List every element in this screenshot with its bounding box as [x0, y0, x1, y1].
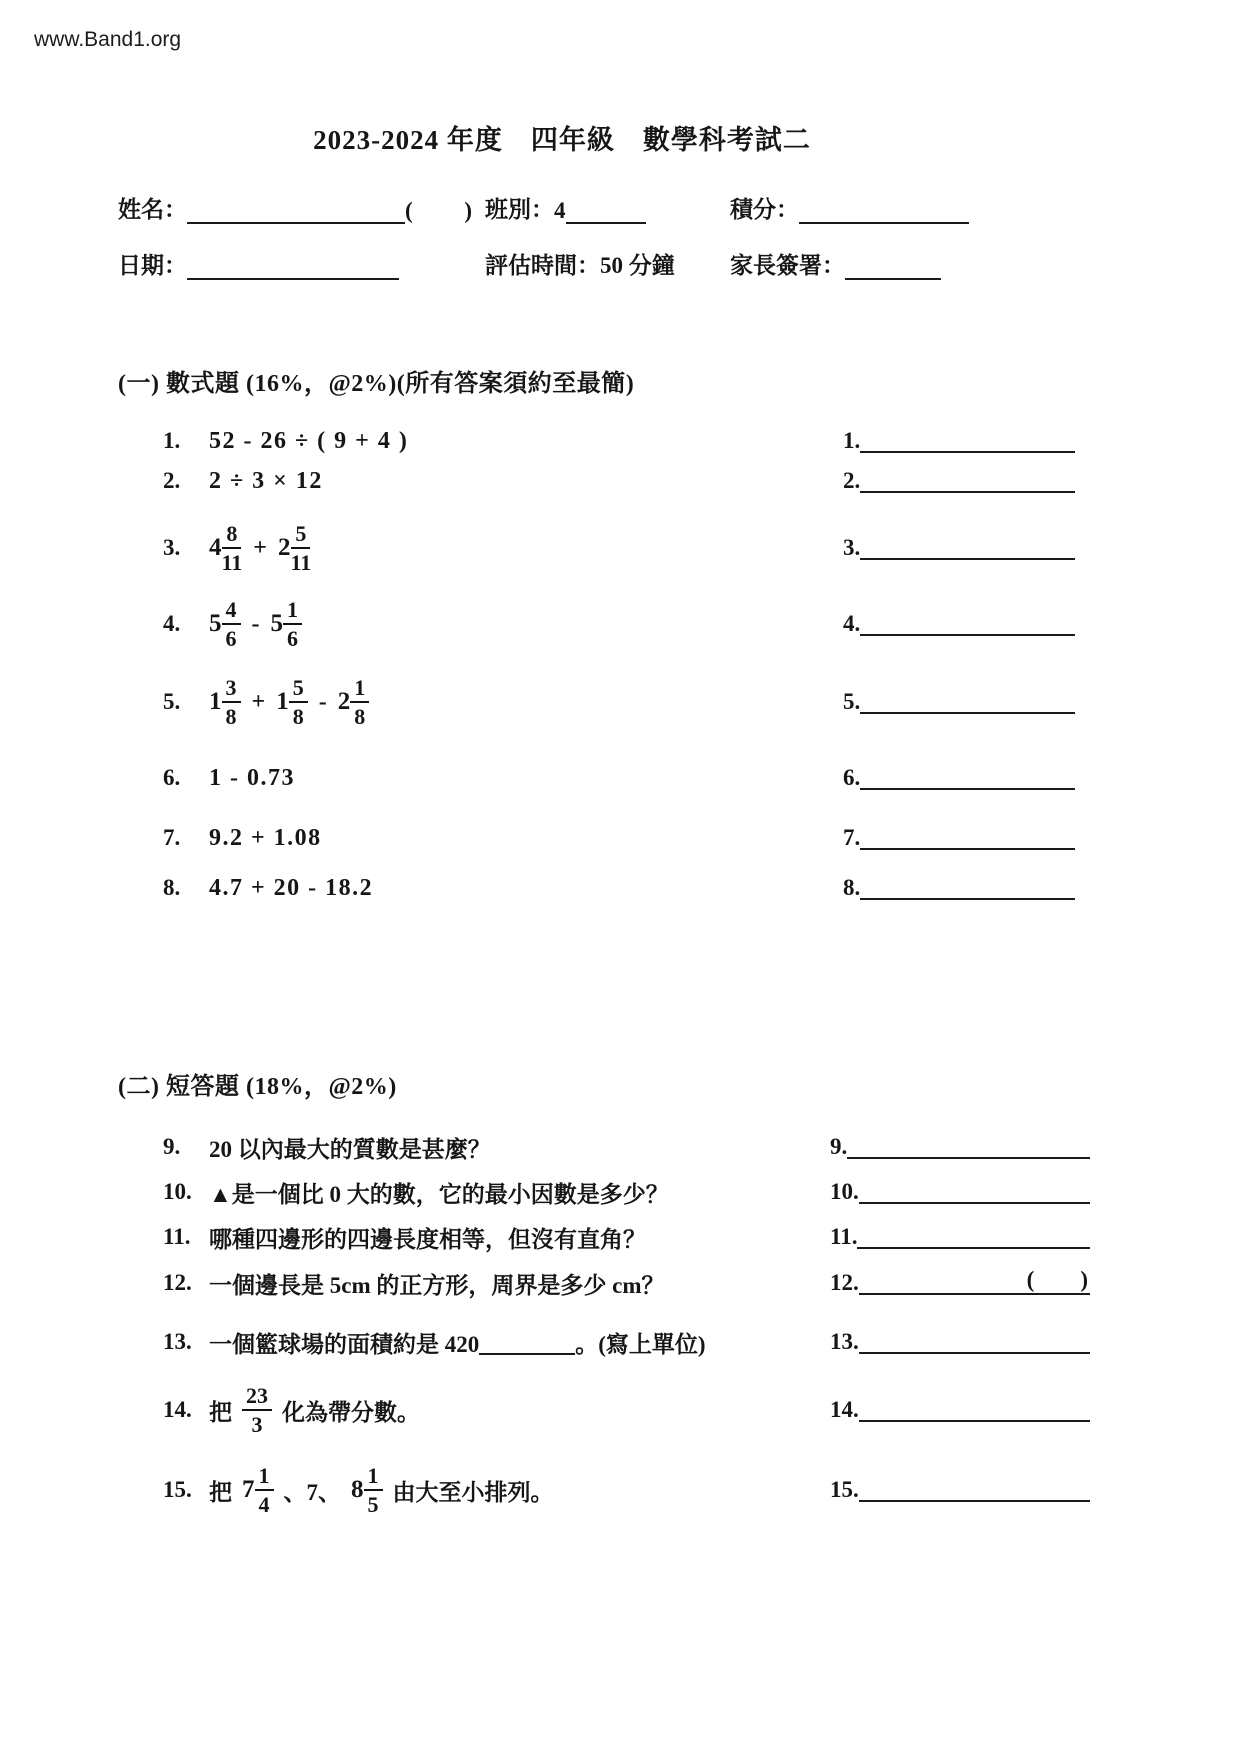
mixed-number: [209, 522, 242, 574]
question-number: 14.: [163, 1397, 192, 1422]
fraction: [222, 598, 241, 650]
mixed-number: [276, 676, 308, 728]
fraction-numerator: 1: [255, 1464, 274, 1491]
fraction: [242, 1384, 272, 1436]
question-number: 5.: [163, 689, 181, 714]
assessment-time-label: 評估時間：50 分鐘: [485, 253, 675, 278]
question-text: ▲是一個比 0 大的數，它的最小因數是多少？: [209, 1181, 669, 1207]
fraction: [289, 676, 308, 728]
question-expression: 52 - 26 ÷ ( 9 + 4 ): [209, 427, 409, 454]
answer-number: 11.: [830, 1224, 858, 1249]
operator: -: [318, 688, 327, 715]
answer-blank[interactable]: [857, 1229, 1090, 1249]
fraction-denominator: 5: [367, 1492, 379, 1517]
whole-number: 1: [209, 688, 222, 715]
answer-blank[interactable]: [847, 1139, 1090, 1159]
mixed-number: [209, 598, 241, 650]
question-expression: 4.7 + 20 - 18.2: [209, 874, 374, 901]
mixed-number: [338, 676, 370, 728]
answer-blank[interactable]: [860, 433, 1075, 453]
question-row-4: [0, 586, 1240, 662]
question-row-7: [0, 820, 1240, 856]
fraction: [255, 1464, 274, 1516]
whole-number: 8: [351, 1476, 364, 1503]
name-label: 姓名：: [118, 197, 187, 222]
question-expression: 1 - 0.73: [209, 764, 295, 791]
fraction-numerator: 4: [222, 598, 241, 625]
answer-blank[interactable]: [859, 1184, 1090, 1204]
answer-number: 6.: [843, 765, 861, 790]
fraction-numerator: 1: [350, 676, 369, 703]
question-expression: 2 ÷ 3 × 12: [209, 467, 323, 494]
mixed-number: [278, 522, 311, 574]
parent-signature-label: 家長簽署：: [730, 253, 845, 278]
answer-number: 3.: [843, 535, 861, 560]
answer-blank[interactable]: [860, 880, 1075, 900]
operator: -: [251, 610, 260, 637]
question-number: 8.: [163, 875, 181, 900]
question-text: 。(寫上單位): [575, 1331, 706, 1357]
fraction-denominator: 3: [251, 1412, 263, 1437]
date-label: 日期：: [118, 253, 187, 278]
question-row-10: [0, 1174, 1240, 1210]
whole-number: 4: [209, 534, 222, 561]
question-number: 10.: [163, 1179, 192, 1204]
answer-blank[interactable]: [860, 830, 1075, 850]
whole-number: 2: [337, 688, 351, 715]
whole-number: 7: [242, 1476, 255, 1503]
fraction: [222, 522, 243, 574]
question-row-2: [0, 463, 1240, 499]
question-expression: 9.2 + 1.08: [209, 824, 322, 851]
question-text: 一個籃球場的面積約是 420: [209, 1331, 480, 1357]
section1-heading: (一) 數式題 (16%，@2%)(所有答案須約至最簡): [118, 371, 635, 397]
question-number: 4.: [163, 611, 181, 636]
fraction-denominator: 11: [221, 550, 243, 575]
question-text: 把: [209, 1479, 232, 1505]
fraction-numerator: 3: [222, 676, 241, 703]
question-number: 1.: [163, 428, 181, 453]
answer-number: 2.: [843, 468, 861, 493]
fraction-numerator: 1: [364, 1464, 383, 1491]
fraction-denominator: 8: [354, 704, 366, 729]
fraction-denominator: 6: [287, 626, 298, 651]
mixed-number: [271, 598, 303, 650]
answer-blank[interactable]: [859, 1267, 1090, 1295]
section-1: [0, 363, 1240, 906]
fraction-denominator: 8: [225, 704, 237, 729]
fraction-denominator: 4: [258, 1492, 270, 1517]
mixed-number: [209, 676, 241, 728]
question-row-6: [0, 760, 1240, 796]
whole-number: 1: [276, 688, 289, 715]
mixed-number: [351, 1464, 383, 1516]
score-label: 積分：: [730, 197, 799, 222]
mixed-number: [242, 1464, 274, 1516]
question-number: 3.: [163, 535, 181, 560]
question-text: 一個邊長是 5cm 的正方形，周界是多少 cm？: [209, 1272, 665, 1298]
section-2: [0, 1066, 1240, 1530]
answer-number: 15.: [830, 1477, 859, 1502]
whole-number: 5: [270, 610, 283, 637]
answer-blank[interactable]: [860, 540, 1075, 560]
question-text: 、7、: [283, 1479, 341, 1505]
answer-number: 14.: [830, 1397, 859, 1422]
answer-blank[interactable]: [859, 1482, 1090, 1502]
inline-answer-blank[interactable]: [479, 1330, 575, 1355]
fraction-numerator: 1: [283, 598, 302, 625]
question-row-9: [0, 1129, 1240, 1165]
question-number: 11.: [163, 1224, 191, 1249]
question-row-15: [0, 1450, 1240, 1530]
answer-number: 9.: [830, 1134, 848, 1159]
operator: +: [253, 534, 267, 561]
fraction-numerator: 5: [291, 522, 310, 549]
answer-number: 13.: [830, 1329, 859, 1354]
fraction-numerator: 23: [242, 1384, 272, 1411]
name-blank[interactable]: [187, 198, 405, 224]
question-row-1: [0, 423, 1240, 459]
question-number: 6.: [163, 765, 181, 790]
question-number: 9.: [163, 1134, 181, 1159]
fraction-denominator: 11: [290, 550, 312, 575]
question-number: 15.: [163, 1477, 192, 1502]
question-number: 2.: [163, 468, 181, 493]
class-blank[interactable]: [566, 198, 646, 224]
question-text: 化為帶分數。: [282, 1399, 420, 1425]
answer-number: 12.: [830, 1270, 859, 1295]
answer-number: 1.: [843, 428, 861, 453]
answer-blank[interactable]: [860, 694, 1075, 714]
parent-signature-blank[interactable]: [845, 254, 941, 280]
fraction-numerator: 8: [222, 522, 241, 549]
class-value: 4: [554, 198, 566, 223]
answer-blank[interactable]: [860, 616, 1075, 636]
question-row-13: [0, 1322, 1240, 1362]
question-row-3: [0, 510, 1240, 586]
name-paren[interactable]: ( ): [405, 198, 473, 223]
date-blank[interactable]: [187, 254, 399, 280]
answer-number: 8.: [843, 875, 861, 900]
answer-number: 4.: [843, 611, 861, 636]
watermark-url: www.Band1.org: [34, 28, 182, 51]
answer-unit-paren[interactable]: ( ): [1026, 1267, 1088, 1292]
answer-blank[interactable]: [859, 1402, 1090, 1422]
section2-heading: (二) 短答題 (18%，@2%): [118, 1074, 397, 1100]
page-title: 2023-2024 年度 四年級 數學科考試二: [313, 125, 811, 155]
class-label: 班別：: [485, 197, 554, 222]
answer-blank[interactable]: [860, 473, 1075, 493]
question-row-12: [0, 1263, 1240, 1303]
whole-number: 5: [209, 610, 222, 637]
answer-number: 5.: [843, 689, 861, 714]
fraction-numerator: 5: [289, 676, 308, 703]
answer-blank[interactable]: [860, 770, 1075, 790]
operator: +: [251, 688, 266, 715]
fraction-denominator: 8: [292, 704, 304, 729]
fraction: [283, 598, 302, 650]
question-number: 12.: [163, 1270, 192, 1295]
question-row-14: [0, 1372, 1240, 1448]
question-text: 由大至小排列。: [392, 1479, 554, 1505]
question-row-5: [0, 662, 1240, 742]
fraction: [290, 522, 311, 574]
score-blank[interactable]: [799, 198, 969, 224]
question-text: 把: [209, 1399, 232, 1425]
fraction: [350, 676, 369, 728]
fraction: [222, 676, 241, 728]
question-row-8: [0, 870, 1240, 906]
question-number: 7.: [163, 825, 181, 850]
question-text: 20 以內最大的質數是甚麼？: [209, 1136, 491, 1162]
exam-header: [118, 191, 1098, 301]
whole-number: 2: [277, 534, 291, 561]
question-number: 13.: [163, 1329, 192, 1354]
question-text: 哪種四邊形的四邊長度相等，但沒有直角？: [209, 1226, 646, 1252]
answer-number: 10.: [830, 1179, 859, 1204]
fraction-denominator: 6: [225, 626, 237, 651]
question-row-11: [0, 1219, 1240, 1255]
fraction: [364, 1464, 383, 1516]
answer-number: 7.: [843, 825, 861, 850]
answer-blank[interactable]: [859, 1334, 1090, 1354]
